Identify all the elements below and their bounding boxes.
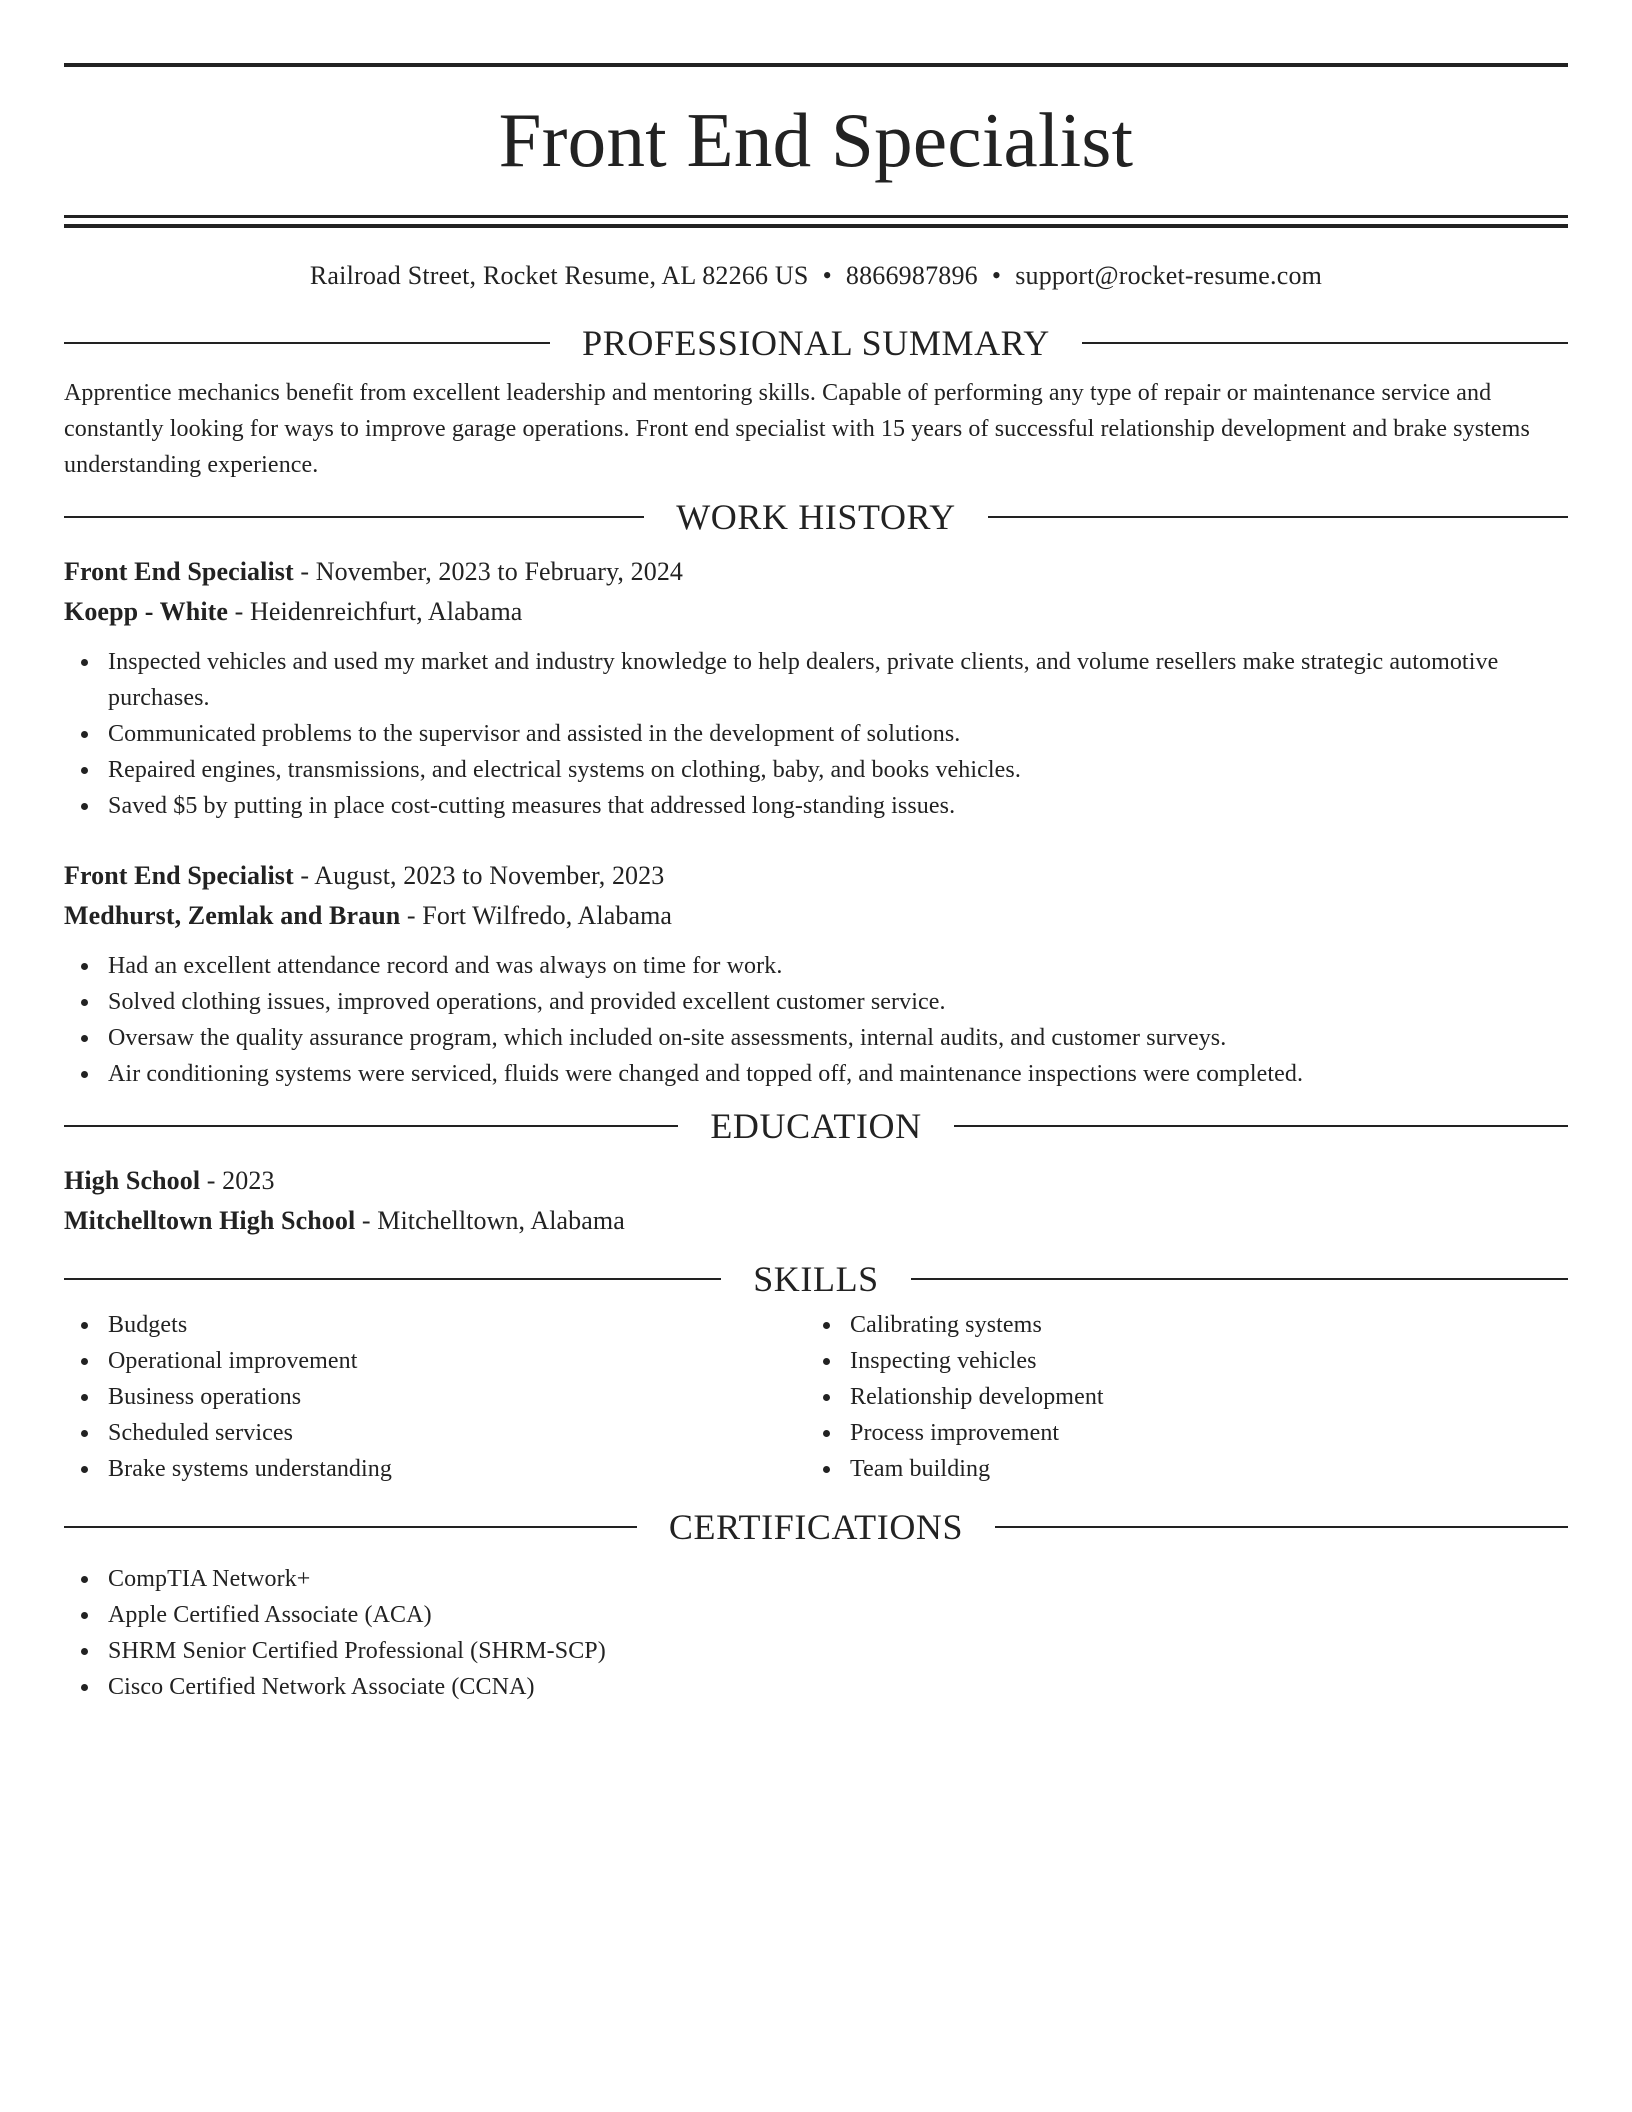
divider-line	[1082, 342, 1568, 344]
skill-item: Inspecting vehicles	[850, 1343, 1548, 1379]
skills-list	[806, 1307, 1548, 1487]
skill-item: Process improvement	[850, 1415, 1548, 1451]
divider-line	[64, 1278, 721, 1280]
education-degree-line	[64, 1161, 1568, 1201]
job-company: Koepp - White	[64, 597, 229, 626]
job-bullet: Inspected vehicles and used my market and industry knowledge to help dealers, private clients, and volume resellers make strategic automotive purchases.	[108, 644, 1568, 716]
contact-separator: •	[822, 261, 832, 290]
education-degree: High School	[64, 1166, 201, 1195]
top-rule	[64, 63, 1568, 67]
job-bullet: Oversaw the quality assurance program, which included on-site assessments, internal audits, and customer surveys.	[108, 1020, 1568, 1056]
summary-section-header	[64, 321, 1568, 365]
section-title: EDUCATION	[710, 1106, 922, 1146]
job-bullet: Repaired engines, transmissions, and electrical systems on clothing, baby, and books vehicles.	[108, 752, 1568, 788]
education-section-header	[64, 1104, 1568, 1148]
job-title-line	[64, 552, 1568, 592]
contact-address: Railroad Street, Rocket Resume, AL 82266 US	[309, 261, 809, 290]
job-bullet: Solved clothing issues, improved operations, and provided excellent customer service.	[108, 984, 1568, 1020]
certification-item: Cisco Certified Network Associate (CCNA)	[108, 1669, 1568, 1705]
job-dates: - November, 2023 to February, 2024	[293, 557, 684, 586]
contact-email: support@rocket-resume.com	[1015, 261, 1323, 290]
section-title: CERTIFICATIONS	[668, 1507, 964, 1547]
skills-column-left	[64, 1307, 806, 1487]
resume-title: Front End Specialist	[498, 97, 1134, 183]
certifications-list	[64, 1561, 1568, 1705]
job-bullet-list	[64, 948, 1568, 1092]
contact-phone: 8866987896	[845, 261, 978, 290]
job-company: Medhurst, Zemlak and Braun	[64, 901, 401, 930]
certification-item: SHRM Senior Certified Professional (SHRM-SCP)	[108, 1633, 1568, 1669]
job-company-line	[64, 592, 1568, 632]
job-location: - Fort Wilfredo, Alabama	[400, 901, 673, 930]
skill-item: Calibrating systems	[850, 1307, 1548, 1343]
job-bullet: Saved $5 by putting in place cost-cutting measures that addressed long-standing issues.	[108, 788, 1568, 824]
job-bullet: Air conditioning systems were serviced, fluids were changed and topped off, and maintenance inspections were completed.	[108, 1056, 1568, 1092]
job-dates: - August, 2023 to November, 2023	[293, 861, 665, 890]
skill-item: Budgets	[108, 1307, 806, 1343]
contact-separator: •	[991, 261, 1002, 290]
double-rule	[64, 215, 1568, 228]
certification-item: Apple Certified Associate (ACA)	[108, 1597, 1568, 1633]
job-location: - Heidenreichfurt, Alabama	[228, 597, 523, 626]
certifications-section-header	[64, 1505, 1568, 1549]
divider-line	[64, 1125, 678, 1127]
job-bullet-list	[64, 644, 1568, 824]
divider-line	[911, 1278, 1568, 1280]
divider-line	[995, 1526, 1568, 1528]
job-bullet: Had an excellent attendance record and was always on time for work.	[108, 948, 1568, 984]
skill-item: Business operations	[108, 1379, 806, 1415]
education-year: - 2023	[200, 1166, 275, 1195]
summary-text: Apprentice mechanics benefit from excellent leadership and mentoring skills. Capable of performing any type of repair or maintenance service and constantly looking for ways to improve garage operations. Front end specialist with 15 years of successful relationship development and brake systems understanding experience.	[64, 380, 1530, 478]
section-title: WORK HISTORY	[676, 497, 956, 537]
education-location: - Mitchelltown, Alabama	[355, 1206, 625, 1235]
education-school: Mitchelltown High School	[64, 1206, 356, 1235]
skill-item: Operational improvement	[108, 1343, 806, 1379]
skills-grid	[64, 1307, 1568, 1487]
section-title: PROFESSIONAL SUMMARY	[582, 323, 1050, 363]
divider-line	[64, 516, 644, 518]
skill-item: Brake systems understanding	[108, 1451, 806, 1487]
work-section-header	[64, 495, 1568, 539]
divider-line	[954, 1125, 1568, 1127]
skills-list	[64, 1307, 806, 1487]
job-title-line	[64, 856, 1568, 896]
job-entry	[64, 856, 1568, 1092]
divider-line	[988, 516, 1568, 518]
education-entry	[64, 1161, 1568, 1241]
skill-item: Team building	[850, 1451, 1548, 1487]
job-company-line	[64, 896, 1568, 936]
skill-item: Relationship development	[850, 1379, 1548, 1415]
contact-line	[64, 259, 1568, 293]
job-title: Front End Specialist	[64, 557, 294, 586]
skill-item: Scheduled services	[108, 1415, 806, 1451]
divider-line	[64, 1526, 637, 1528]
education-school-line	[64, 1201, 1568, 1241]
divider-line	[64, 342, 550, 344]
skills-section-header	[64, 1257, 1568, 1301]
certification-item: CompTIA Network+	[108, 1561, 1568, 1597]
skills-column-right	[806, 1307, 1548, 1487]
job-bullet: Communicated problems to the supervisor and assisted in the development of solutions.	[108, 716, 1568, 752]
section-title: SKILLS	[753, 1259, 879, 1299]
job-title: Front End Specialist	[64, 861, 294, 890]
job-entry	[64, 552, 1568, 824]
